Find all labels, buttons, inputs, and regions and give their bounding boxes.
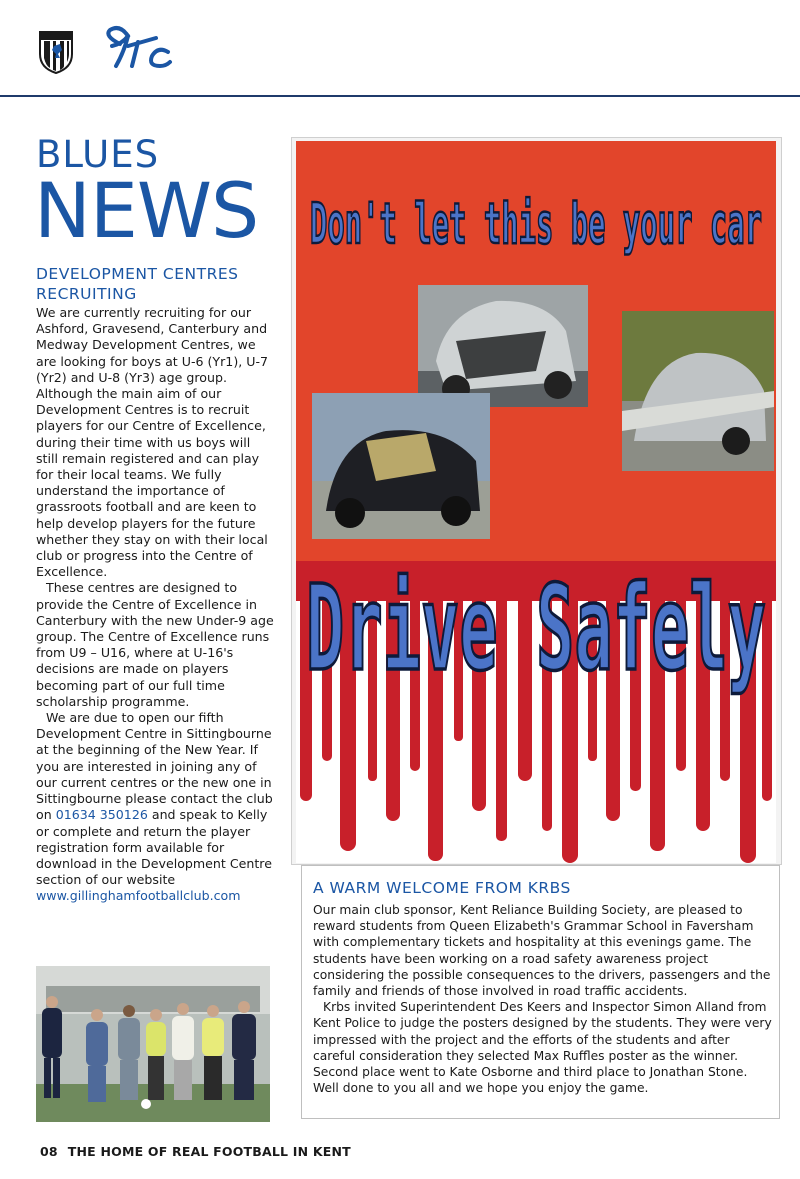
crash-photo-1 xyxy=(418,285,588,407)
team-photo xyxy=(36,966,270,1122)
section-title-blues: BLUES xyxy=(36,133,160,176)
page-number: 08 xyxy=(40,1144,58,1159)
development-paragraph-3-text: We are due to open our fifth Development Centre in Sittingbourne at the beginning of the New Year. If you are interested in joining any of our current centres or the new one in Sittingbourne please contact the club on xyxy=(36,710,273,823)
krbs-heading: A WARM WELCOME FROM KRBS xyxy=(313,879,571,897)
club-phone-number: 01634 350126 xyxy=(55,807,148,823)
development-paragraph-3-rest: and speak to Kelly or complete and return the player registration form available for download in the Development Centre section of our website xyxy=(36,807,272,888)
road-safety-poster xyxy=(296,141,776,863)
page-header xyxy=(0,0,800,98)
development-paragraph-1: We are currently recruiting for our Ashford, Gravesend, Canterbury and Medway Development Centres, we are looking for boys at U-6 (Yr1), U-7 (Yr2) and U-8 (Yr3) age group. Although the main aim of our Development Centres is to recruit players for our Centre of Excellence, during their time with us boys will still remain registered and can play for their local teams. We fully understand the importance of grassroots football and are keen to help develop players for the future whether they stay on with their local club or progress into the Centre of Excellence. xyxy=(36,305,269,580)
header-divider xyxy=(0,95,800,97)
section-title-news: NEWS xyxy=(34,166,259,255)
krbs-article xyxy=(313,902,773,1096)
crash-photo-2 xyxy=(622,311,774,471)
development-article xyxy=(36,305,274,905)
club-crest-icon xyxy=(38,28,74,74)
development-paragraph-3 xyxy=(36,710,274,904)
krbs-paragraph-1: Our main club sponsor, Kent Reliance Building Society, are pleased to reward students from Queen Elizabeth's Grammar School in Faversham with complementary tickets and hospitality at this evenings game. The students have been working on a road safety awareness project considering the possible consequences to the drivers, passengers and the family and friends of those involved in road traffic accidents. xyxy=(313,903,771,999)
development-paragraph-2: These centres are designed to provide the Centre of Excellence in Canterbury with the new Under-9 age group. The Centre of Excellence runs from U9 – U16, where at U-16's decisions are made on players becoming part of our full time scholarship programme. xyxy=(36,580,274,709)
krbs-paragraph-2: Krbs invited Superintendent Des Keers and Inspector Simon Alland from Kent Police to judge the posters designed by the students. They were very impressed with the project and the efforts of the students and after careful consideration they selected Max Ruffles poster as the winner. Second place went to Kate Osborne and third place to Jonathan Stone. Well done to you all and we hope you enjoy the game. xyxy=(313,1000,772,1096)
page-footer xyxy=(40,1144,351,1159)
gfc-logo-icon xyxy=(98,22,174,78)
poster-headline: Don't let this be your car xyxy=(310,192,762,257)
club-website-link[interactable]: www.gillinghamfootballclub.com xyxy=(36,888,241,904)
poster-slogan: Drive Safely xyxy=(306,559,766,697)
footer-tagline: THE HOME OF REAL FOOTBALL IN KENT xyxy=(67,1144,351,1159)
crash-photo-3 xyxy=(312,393,490,539)
development-heading: DEVELOPMENT CENTRES RECRUITING xyxy=(36,265,239,303)
